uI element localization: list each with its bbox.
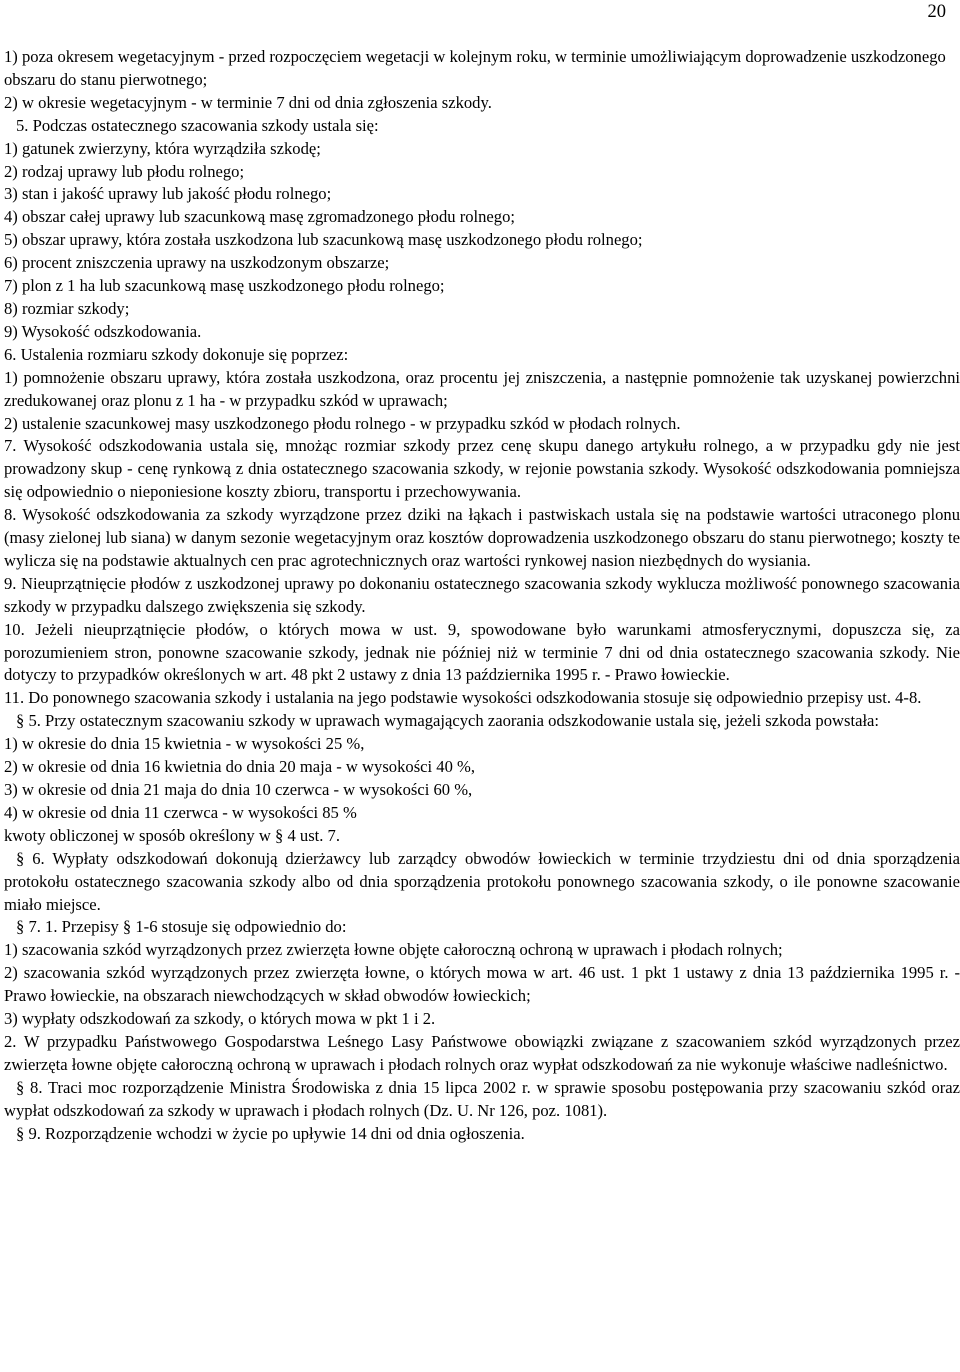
document-page: [4, 0, 960, 1372]
page-number: 20: [927, 2, 946, 22]
paragraph: 9. Nieuprzątnięcie płodów z uszkodzonej uprawy po dokonaniu ostatecznego szacowania szkody wyklucza możliwość ponownego szacowania szkody w przypadku dalszego zwiększenia się szkody.: [4, 573, 960, 616]
paragraph: 3) wypłaty odszkodowań za szkody, o których mowa w pkt 1 i 2.: [4, 1009, 436, 1029]
paragraph: 2. W przypadku Państwowego Gospodarstwa Leśnego Lasy Państwowe obowiązki związane z szacowaniem szkód wyrządzonych przez zwierzęta łowne objęte całoroczną ochroną w uprawach i płodach rolnych oraz wypłat odszkodowań za nie wykonuje właściwe nadleśnictwo.: [4, 1031, 960, 1074]
paragraph: § 6. Wypłaty odszkodowań dokonują dzierżawcy lub zarządcy obwodów łowieckich w terminie trzydziestu dni od dnia sporządzenia protokołu ostatecznego szacowania szkody albo od dnia sporządzenia protokołu ponownego szacowania szkody, o ile ponowne szacowanie miało miejsce.: [4, 848, 960, 914]
paragraph: 2) w okresie wegetacyjnym - w terminie 7 dni od dnia zgłoszenia szkody.: [4, 92, 492, 112]
paragraph: 1) pomnożenie obszaru uprawy, która została uszkodzona, oraz procentu jej zniszczenia, a następnie pomnożenie tak uzyskanej powierzchni zredukowanej oraz plonu z 1 ha - w przypadku szkód w uprawach;: [4, 367, 960, 410]
paragraph: 5. Podczas ostatecznego szacowania szkody ustala się:: [16, 115, 379, 135]
paragraph: 6) procent zniszczenia uprawy na uszkodzonym obszarze;: [4, 253, 390, 273]
paragraph: 5) obszar uprawy, która została uszkodzona lub szacunkową masę uszkodzonego płodu rolnego;: [4, 230, 643, 250]
paragraph: 2) szacowania szkód wyrządzonych przez zwierzęta łowne, o których mowa w art. 46 ust. 1 pkt 1 ustawy z dnia 13 października 1995 r. - Prawo łowieckie, na obszarach niewchodzących w skład obwodów łowieckich;: [4, 963, 960, 1006]
paragraph: 6. Ustalenia rozmiaru szkody dokonuje się poprzez:: [4, 344, 349, 364]
paragraph: § 7. 1. Przepisy § 1-6 stosuje się odpowiednio do:: [16, 917, 347, 937]
paragraph: § 5. Przy ostatecznym szacowaniu szkody w uprawach wymagających zaorania odszkodowanie ustala się, jeżeli szkoda powstała:: [16, 711, 880, 731]
paragraph: 8. Wysokość odszkodowania za szkody wyrządzone przez dziki na łąkach i pastwiskach ustala się na podstawie wartości utraconego plonu (masy zielonej lub siana) w danym sezonie wegetacyjnym oraz kosztów doprowadzenia uszkodzonego obszaru do stanu pierwotnego; koszty te wylicza się na podstawie aktualnych cen prac agrotechnicznych oraz wartości rynkowej nasion niezbędnych do wysiania.: [4, 505, 960, 570]
paragraph: 1) poza okresem wegetacyjnym - przed rozpoczęciem wegetacji w kolejnym roku, w terminie umożliwiającym doprowadzenie uszkodzonego obszaru do stanu pierwotnego;: [4, 47, 946, 89]
paragraph: 10. Jeżeli nieuprzątnięcie płodów, o których mowa w ust. 9, spowodowane było warunkami atmosferycznymi, dopuszcza się, za porozumieniem stron, ponowne szacowanie szkody, jednak nie później niż w terminie 7 dni od dnia ostatecznego szacowania szkody. Nie dotyczy to przypadków określonych w art. 48 pkt 2 ustawy z dnia 13 października 1995 r. - Prawo łowieckie.: [4, 619, 960, 685]
paragraph: 11. Do ponownego szacowania szkody i ustalania na jego podstawie wysokości odszkodowania stosuje się odpowiednio przepisy ust. 4-8.: [4, 688, 922, 708]
paragraph: kwoty obliczonej w sposób określony w § 4 ust. 7.: [4, 825, 340, 845]
paragraph: 1) w okresie do dnia 15 kwietnia - w wysokości 25 %,: [4, 734, 365, 754]
document-body: [4, 46, 960, 1146]
paragraph: 9) Wysokość odszkodowania.: [4, 321, 202, 341]
paragraph: § 9. Rozporządzenie wchodzi w życie po upływie 14 dni od dnia ogłoszenia.: [16, 1123, 525, 1143]
paragraph: 1) szacowania szkód wyrządzonych przez zwierzęta łowne objęte całoroczną ochroną w uprawach i płodach rolnych;: [4, 940, 783, 960]
paragraph: 2) w okresie od dnia 16 kwietnia do dnia 20 maja - w wysokości 40 %,: [4, 757, 475, 777]
paragraph: 8) rozmiar szkody;: [4, 298, 130, 318]
paragraph: 1) gatunek zwierzyny, która wyrządziła szkodę;: [4, 138, 321, 158]
paragraph: 2) rodzaj uprawy lub płodu rolnego;: [4, 161, 245, 181]
paragraph: 3) w okresie od dnia 21 maja do dnia 10 czerwca - w wysokości 60 %,: [4, 780, 473, 799]
paragraph: 4) w okresie od dnia 11 czerwca - w wysokości 85 %: [4, 802, 357, 822]
paragraph: 4) obszar całej uprawy lub szacunkową masę zgromadzonego płodu rolnego;: [4, 207, 516, 227]
paragraph: 2) ustalenie szacunkowej masy uszkodzonego płodu rolnego - w przypadku szkód w płodach rolnych.: [4, 413, 681, 433]
paragraph: 7. Wysokość odszkodowania ustala się, mnożąc rozmiar szkody przez cenę skupu danego artykułu rolnego, a w przypadku gdy nie jest prowadzony skup - cenę rynkową z dnia ostatecznego szacowania szkody, w rejonie powstania szkody. Wysokość odszkodowania pomniejsza się odpowiednio o nieponiesione koszty zbioru, transportu i przechowywania.: [4, 436, 960, 502]
paragraph: 3) stan i jakość uprawy lub jakość płodu rolnego;: [4, 184, 332, 204]
paragraph: 7) plon z 1 ha lub szacunkową masę uszkodzonego płodu rolnego;: [4, 276, 445, 296]
paragraph: § 8. Traci moc rozporządzenie Ministra Środowiska z dnia 15 lipca 2002 r. w sprawie sposobu postępowania przy szacowaniu szkód oraz wypłat odszkodowań za szkody w uprawach i płodach rolnych (Dz. U. Nr 126, poz. 1081).: [4, 1077, 960, 1120]
